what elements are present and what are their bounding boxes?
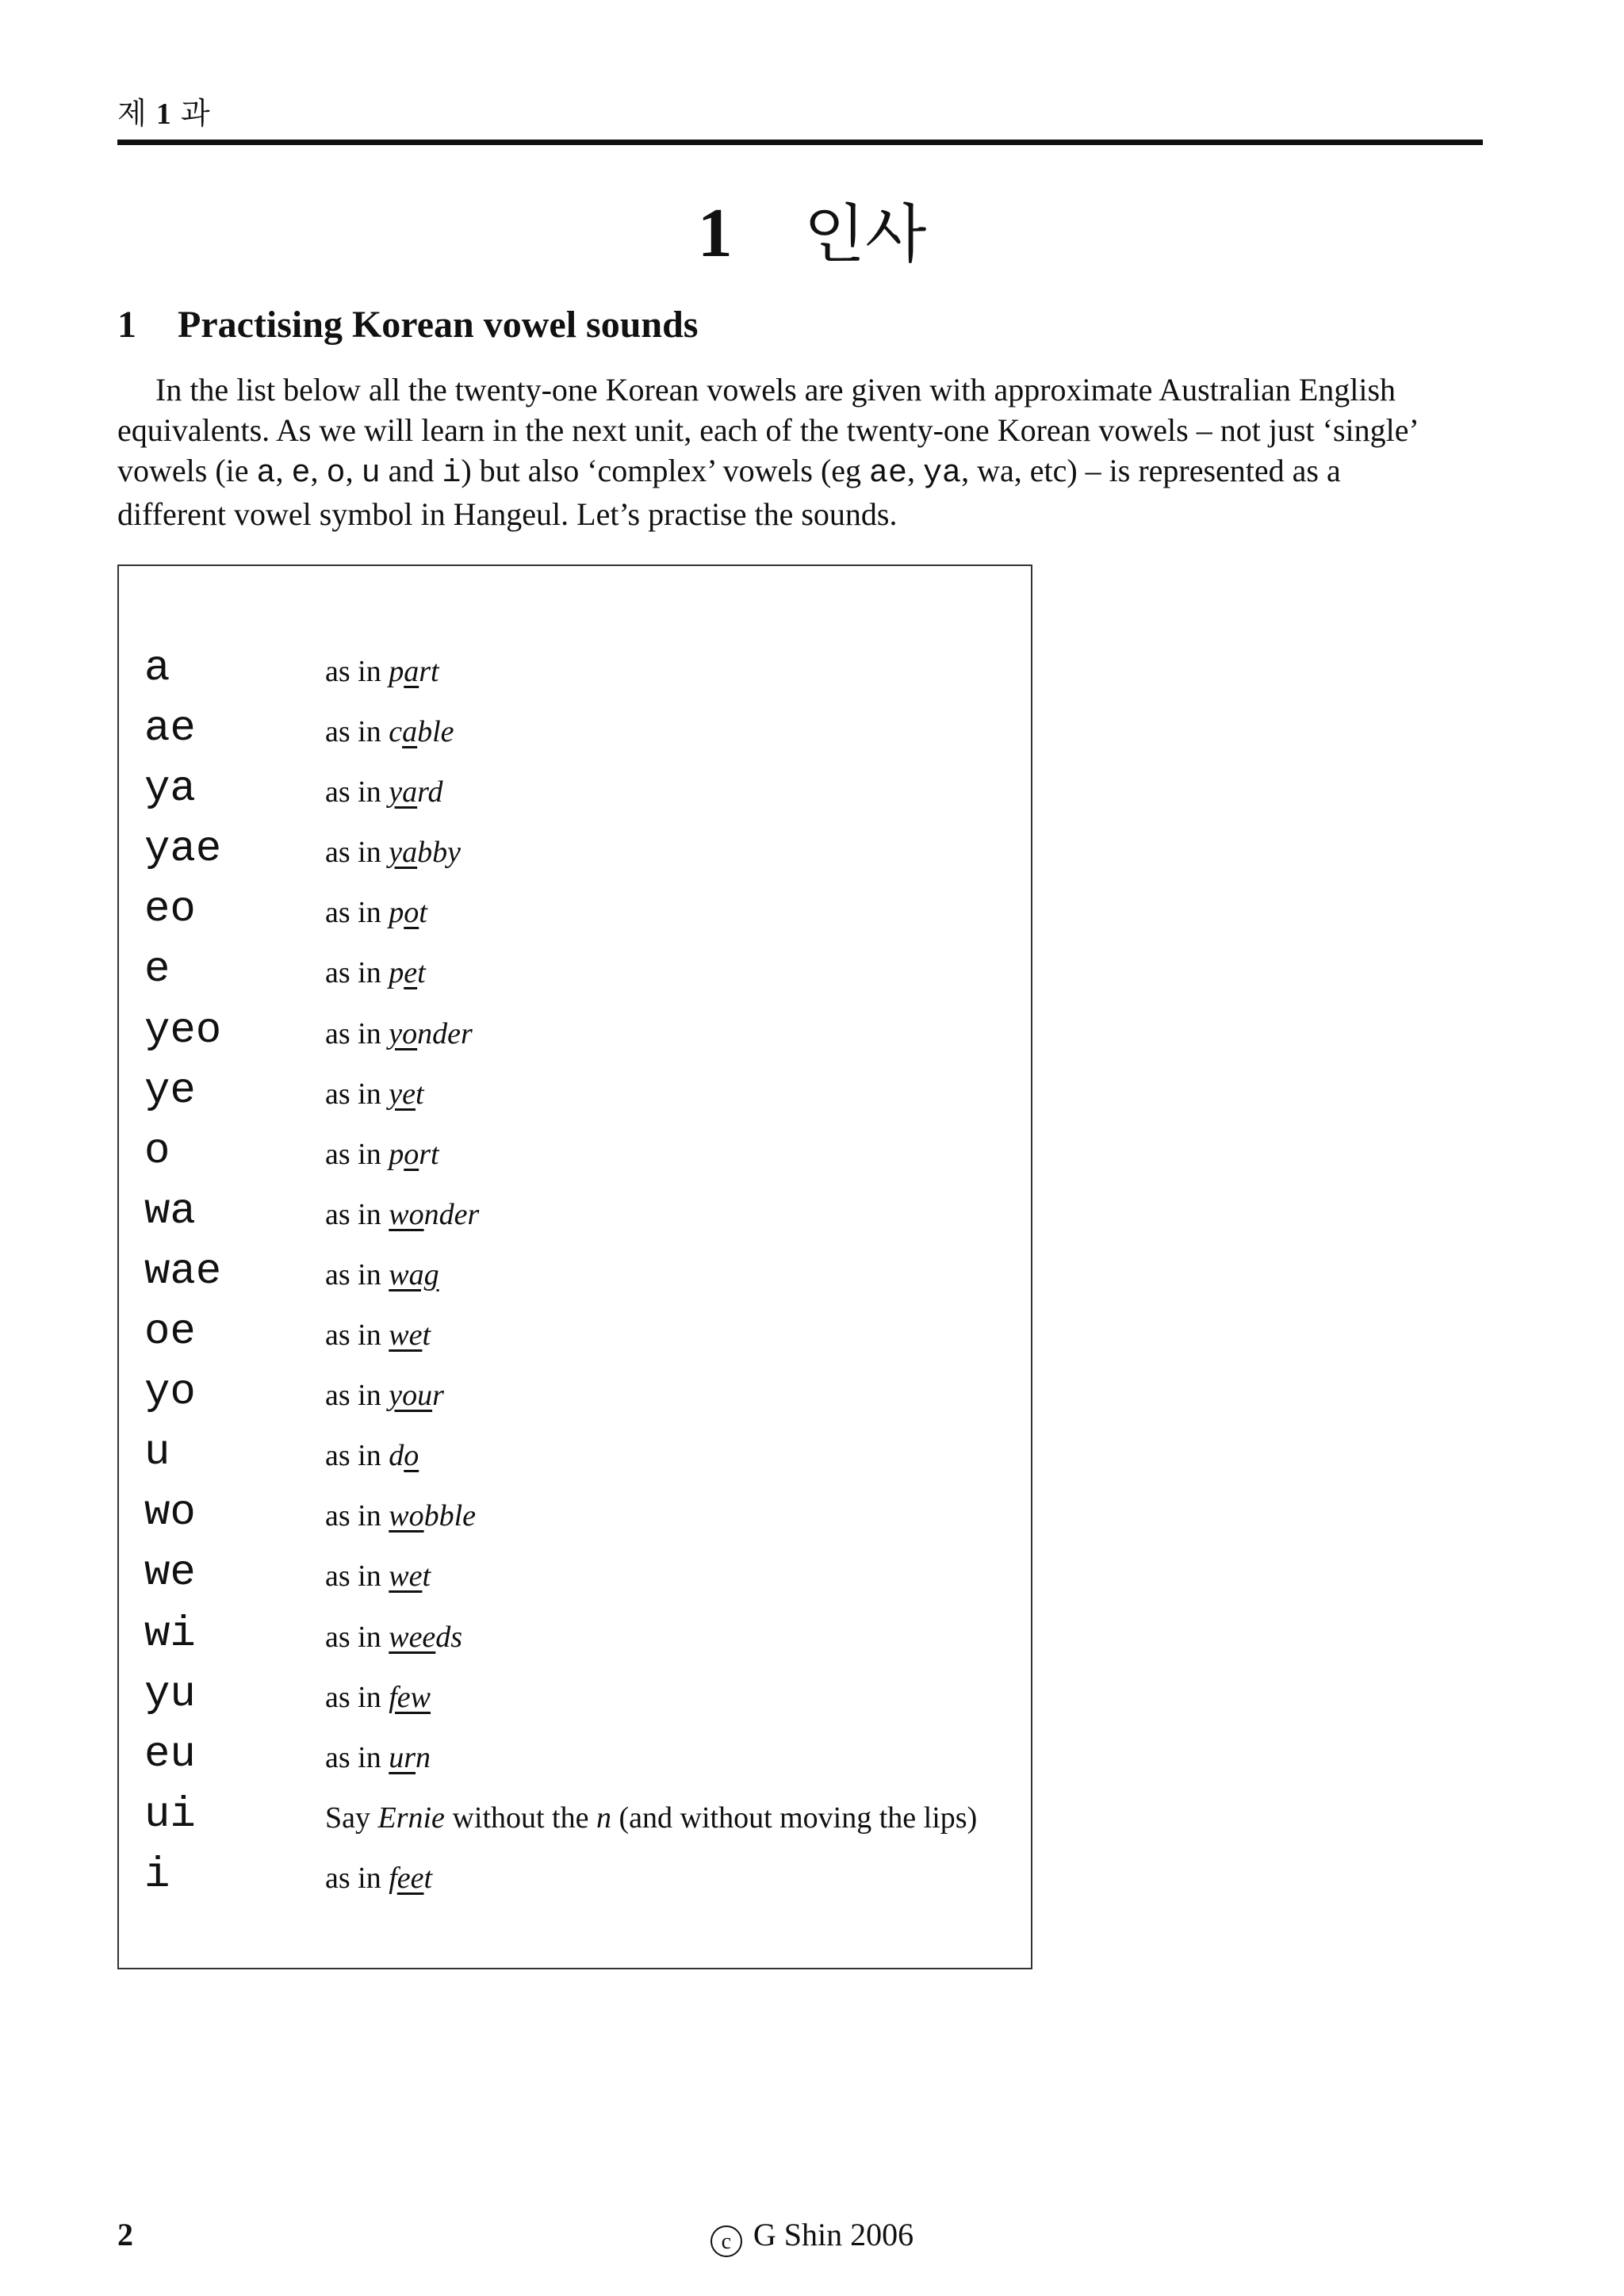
intro-text: , wa, etc) – is represented as a [961,453,1341,488]
example-word-part: n [416,1740,431,1774]
vowel-description [325,1860,432,1896]
vowel-description [325,1076,424,1112]
example-word-part: ds [435,1620,463,1654]
example-word-part: bble [423,1499,477,1533]
example-word [389,956,425,989]
vowel-romanization: e [144,946,170,995]
section-heading [117,301,698,349]
vowel-row [144,699,1017,760]
vowel-description [325,653,439,690]
example-word-sound: a [402,715,418,749]
example-word-sound: you [389,1379,433,1413]
vowel-row [144,1725,1017,1785]
vowel-romanization: ye [144,1066,196,1115]
example-word-sound: o [404,1439,419,1473]
chapter-number: 1 [697,195,733,272]
example-word [389,896,427,929]
vowel-description [325,1498,476,1534]
as-in-label: as in [325,1197,389,1231]
vowel-romanization: wo [144,1489,196,1538]
vowel-romanization: eu [144,1730,196,1779]
vowel-row [144,940,1017,1001]
as-in-label: as in [325,1559,389,1594]
vowel-row [144,1062,1017,1122]
example-word-sound: wee [389,1620,436,1654]
example-word [389,1198,479,1231]
as-in-label: as in [325,1620,389,1654]
example-word-sound: wag [389,1257,439,1292]
copyright-text: G Shin 2006 [753,2217,914,2252]
example-word-sound: wo [389,1197,424,1231]
example-word-sound: few [389,1680,431,1714]
example-word-part: nder [423,1197,480,1231]
vowel-row [144,1182,1017,1242]
copyright-notice [0,2215,1624,2257]
example-word-part: t [415,1077,424,1111]
as-in-label: as in [325,1439,389,1473]
intro-vowel-example: a [256,456,276,492]
chapter-title-text: 인사 [803,197,927,271]
example-word [389,1258,439,1292]
vowel-description [325,955,426,991]
example-word-part: rd [417,775,443,809]
intro-text: , [310,453,327,488]
as-in-label: as in [325,1499,389,1533]
vowel-description [325,1016,473,1052]
vowel-row [144,1122,1017,1182]
example-word-part: t [419,896,427,930]
vowel-description [325,1800,977,1836]
as-in-label: as in [325,1680,389,1714]
example-word-part: f [389,1861,397,1895]
example-word-sound: o [404,896,419,930]
example-word-sound: e [404,956,418,990]
as-in-label: as in [325,896,389,930]
vowel-row [144,1242,1017,1303]
example-word-part: p [389,896,404,930]
as-in-label: as in [325,836,389,870]
example-word-part: bby [417,836,461,870]
example-word-part: ble [417,715,454,749]
example-word-part: d [389,1439,404,1473]
example-word: Ernie [377,1800,445,1835]
vowel-row [144,1846,1017,1906]
vowel-row [144,1483,1017,1544]
example-word-sound: ya [389,836,418,870]
vowel-romanization: oe [144,1308,196,1357]
section-heading-text: Practising Korean vowel sounds [178,304,699,346]
example-word [389,1379,444,1412]
example-word [389,1621,462,1654]
vowel-romanization: o [144,1127,170,1176]
vowel-description-text: Say [325,1800,378,1835]
vowel-description [325,1377,444,1414]
intro-line-1: In the list below all the twenty-one Korean vowels are given with approximate Australian English [155,372,1396,408]
example-word [389,1741,431,1774]
as-in-label: as in [325,956,389,990]
vowel-description [325,1679,431,1716]
example-word-sound: a [404,655,419,688]
intro-text: , [345,453,362,488]
vowel-description [325,1437,419,1474]
vowel-romanization: u [144,1429,170,1478]
vowel-row [144,760,1017,820]
vowel-romanization: yeo [144,1006,222,1055]
intro-text: vowels (ie [117,453,257,488]
intro-vowel-example: ya [923,456,962,492]
example-word [389,1017,473,1050]
example-word [389,1499,476,1533]
as-in-label: as in [325,775,389,809]
vowel-row [144,1363,1017,1423]
intro-text: , [275,453,292,488]
example-word-sound: we [389,1559,423,1594]
example-word-part: t [417,956,426,990]
example-word [389,1138,439,1171]
vowel-description [325,894,427,931]
vowel-description [325,1739,431,1776]
chapter-title [0,190,1624,278]
example-word-sound: ee [396,1861,424,1895]
example-word-sound: ye [389,1077,416,1111]
intro-line-3 [117,450,1497,494]
as-in-label: as in [325,1257,389,1292]
vowel-row [144,1423,1017,1483]
example-word-part: p [389,1137,404,1171]
as-in-label: as in [325,715,389,749]
vowel-romanization: a [144,645,170,693]
vowel-description [325,1257,439,1293]
example-word-part: p [389,956,404,990]
vowel-list-box [117,564,1032,1969]
example-word [389,1681,431,1714]
example-word [389,1439,419,1472]
vowel-list [144,639,1017,1906]
example-word-sound: we [389,1318,423,1353]
vowel-row [144,1001,1017,1062]
example-word-part: nder [417,1016,473,1050]
vowel-romanization: ya [144,765,196,814]
intro-text: , [907,453,924,488]
example-word [389,655,439,688]
vowel-romanization: ae [144,705,196,754]
vowel-description [325,1196,479,1233]
vowel-row [144,1665,1017,1725]
vowel-romanization: wa [144,1187,196,1236]
intro-line-4: different vowel symbol in Hangeul. Let’s practise the sounds. [117,496,898,532]
example-word [389,775,442,809]
intro-vowel-example: ae [869,456,908,492]
vowel-row [144,1303,1017,1363]
as-in-label: as in [325,1077,389,1111]
vowel-description-text: without the [444,1800,596,1835]
vowel-romanization: wi [144,1609,196,1659]
vowel-description [325,1558,431,1594]
example-word [389,1318,431,1352]
example-word-sound: o [404,1137,419,1171]
example-word-part: t [422,1318,431,1353]
example-word-sound: wo [389,1499,424,1533]
intro-vowel-example: o [326,456,346,492]
example-word-part: p [389,655,404,688]
vowel-description [325,1619,462,1655]
copyright-symbol: c [710,2225,742,2257]
example-word-sound: ur [389,1740,416,1774]
vowel-row [144,880,1017,940]
vowel-romanization: ui [144,1790,196,1839]
as-in-label: as in [325,655,389,688]
as-in-label: as in [325,1137,389,1171]
example-word [389,1559,431,1593]
example-letter: n [596,1800,611,1835]
vowel-description [325,834,461,871]
example-word-part: rt [419,1137,439,1171]
vowel-romanization: yu [144,1670,196,1719]
example-word-sound: yo [389,1016,418,1050]
example-word-part: t [423,1861,433,1895]
intro-vowel-example: u [361,456,381,492]
header-rule [117,140,1483,145]
page-number: 2 [117,2217,133,2252]
vowel-romanization: yo [144,1368,196,1418]
vowel-row [144,639,1017,699]
intro-paragraph [117,369,1497,534]
vowel-row [144,1544,1017,1604]
example-word [389,1077,423,1111]
as-in-label: as in [325,1861,389,1895]
vowel-row [144,1605,1017,1665]
running-head-prefix: 제 [117,96,147,131]
intro-line-2: equivalents. As we will learn in the next unit, each of the twenty-one Korean vowels – not just ‘single’ [117,412,1419,448]
running-head [117,95,210,132]
example-word-part: t [422,1559,431,1594]
example-word [389,836,461,869]
as-in-label: as in [325,1740,389,1774]
vowel-description [325,714,454,750]
running-head-number: 1 [155,98,171,131]
intro-vowel-example: e [291,456,311,492]
vowel-row [144,820,1017,880]
vowel-description [325,1136,439,1173]
vowel-romanization: i [144,1850,170,1900]
intro-vowel-example: i [442,456,462,492]
example-word-part: r [432,1379,444,1413]
vowel-romanization: eo [144,886,196,935]
as-in-label: as in [325,1016,389,1050]
intro-text: and [380,453,442,488]
as-in-label: as in [325,1318,389,1353]
example-word-part: rt [419,655,439,688]
vowel-row [144,1785,1017,1846]
example-word-sound: ya [389,775,418,809]
example-word-part: c [389,715,403,749]
vowel-romanization: we [144,1549,196,1598]
vowel-description [325,774,442,810]
intro-text: ) but also ‘complex’ vowels (eg [461,453,870,488]
example-word [389,715,454,748]
running-head-suffix: 과 [180,96,210,131]
example-word [389,1862,432,1895]
vowel-romanization: yae [144,825,222,874]
vowel-romanization: wae [144,1247,222,1296]
vowel-description-text: (and without moving the lips) [611,1800,978,1835]
section-number: 1 [117,304,136,346]
as-in-label: as in [325,1379,389,1413]
vowel-description [325,1317,431,1353]
